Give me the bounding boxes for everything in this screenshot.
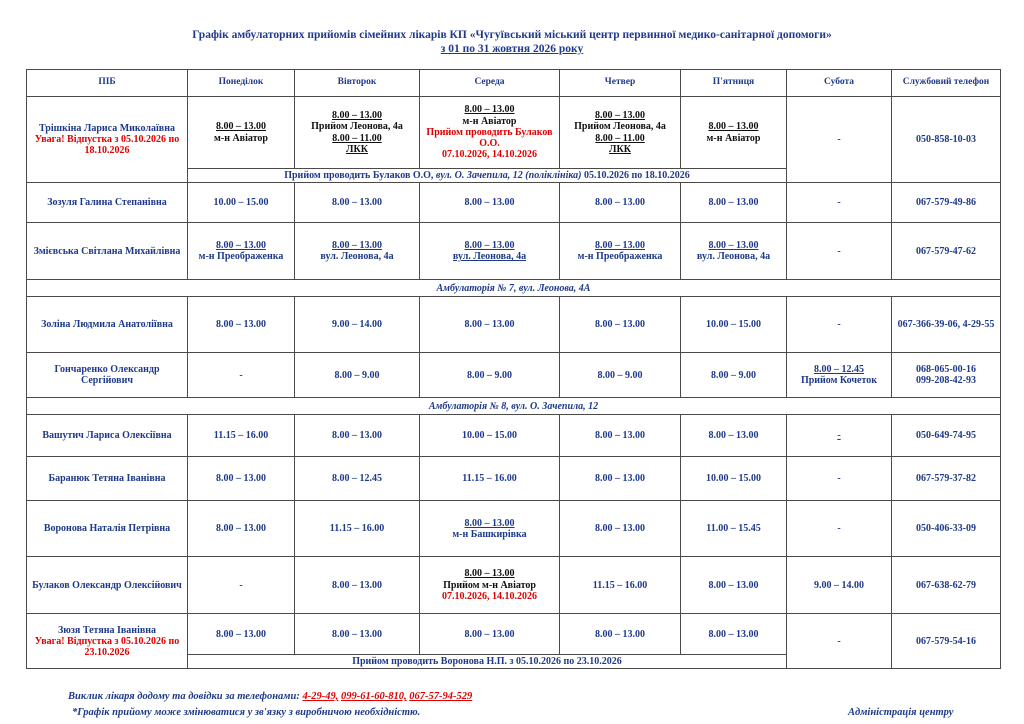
table-row: [27, 297, 1001, 353]
phone-cell: 050-649-74-95: [892, 415, 1001, 457]
sub-dates: 05.10.2026 по 18.10.2026: [584, 170, 690, 181]
table-row: [27, 557, 1001, 614]
place: м-н Преображенка: [198, 251, 284, 263]
schedule-cell: 8.00 – 13.00: [560, 501, 681, 557]
saturday-cell: -: [787, 97, 892, 183]
time: 8.00 – 11.00: [332, 132, 382, 144]
dates: 07.10.2026, 14.10.2026: [442, 590, 537, 602]
schedule-table: [26, 69, 1001, 669]
schedule-cell: 8.00 – 13.00: [560, 457, 681, 501]
doctor-cell: [27, 614, 188, 669]
schedule-cell: 8.00 – 13.00: [295, 415, 420, 457]
schedule-cell: [188, 97, 295, 169]
table-row: [27, 501, 1001, 557]
sub-address: вул. О. Зачепила, 12 (поліклініка): [435, 170, 582, 181]
doctor-name: Баранюк Тетяна Іванівна: [27, 457, 188, 501]
col-header: ПІБ: [27, 70, 188, 97]
place: м-н Авіатор: [706, 132, 761, 144]
substitute-row: Прийом проводить Воронова Н.П. з 05.10.2026 по 23.10.2026: [188, 655, 787, 669]
schedule-cell: 8.00 – 13.00: [188, 457, 295, 501]
footer-call: [68, 690, 472, 703]
schedule-cell: 8.00 – 9.00: [420, 353, 560, 398]
doctor-name: Зюзя Тетяна Іванівна: [57, 624, 157, 636]
header-row: [27, 70, 1001, 97]
schedule-cell: 8.00 – 13.00: [188, 297, 295, 353]
call-label: Виклик лікаря додому та довідки за телефонами:: [68, 691, 300, 702]
phone-link[interactable]: 067-57-94-529: [409, 691, 473, 702]
schedule-cell: 10.00 – 15.00: [681, 457, 787, 501]
saturday-cell: -: [787, 183, 892, 223]
place: вул. Леонова, 4а: [320, 251, 394, 263]
doctor-name: Золіна Людмила Анатоліївна: [27, 297, 188, 353]
saturday-cell: 9.00 – 14.00: [787, 557, 892, 614]
schedule-cell: [295, 97, 420, 169]
time: 8.00 – 13.00: [332, 110, 382, 122]
schedule-cell: 8.00 – 9.00: [681, 353, 787, 398]
schedule-cell: 8.00 – 13.00: [420, 183, 560, 223]
schedule-cell: 11.15 – 16.00: [188, 415, 295, 457]
schedule-cell: [681, 97, 787, 169]
schedule-cell: 10.00 – 15.00: [420, 415, 560, 457]
schedule-cell: 8.00 – 13.00: [295, 183, 420, 223]
schedule-cell: [420, 223, 560, 280]
substitute-row: [188, 169, 787, 183]
place: Прийом Кочеток: [800, 375, 878, 387]
place: м-н Башкирівка: [452, 528, 527, 540]
schedule-cell: 8.00 – 13.00: [295, 614, 420, 655]
footer-note: *Графік прийому може змінюватися у зв'язку з виробничою необхідністю.: [72, 707, 421, 718]
phone-cell: [892, 353, 1001, 398]
schedule-cell: 11.15 – 16.00: [295, 501, 420, 557]
place: м-н Авіатор: [462, 115, 517, 127]
schedule-cell: [420, 97, 560, 169]
saturday-cell: -: [787, 223, 892, 280]
place: м-н Авіатор: [214, 132, 268, 144]
time: 8.00 – 13.00: [708, 240, 759, 251]
phone-cell: 067-638-62-79: [892, 557, 1001, 614]
phone: 099-208-42-93: [916, 375, 976, 387]
page-title: Графік амбулаторних прийомів сімейних лікарів КП «Чугуївський міський центр первинної медико-санітарної допомоги»: [192, 29, 832, 41]
phone-cell: 067-579-47-62: [892, 223, 1001, 280]
saturday-cell: -: [787, 614, 892, 669]
place: ЛКК: [346, 143, 368, 155]
schedule-cell: 10.00 – 15.00: [681, 297, 787, 353]
section-title: Амбулаторія № 7, вул. Леонова, 4А: [27, 280, 1001, 297]
schedule-cell: 8.00 – 9.00: [295, 353, 420, 398]
phone: 068-065-00-16: [916, 364, 976, 375]
col-header: Понеділок: [188, 70, 295, 97]
schedule-cell: 8.00 – 13.00: [420, 614, 560, 655]
schedule-cell: [420, 501, 560, 557]
schedule-cell: 8.00 – 13.00: [420, 297, 560, 353]
table-row: [27, 97, 1001, 169]
table-row: [27, 614, 1001, 655]
time: 8.00 – 13.00: [216, 240, 266, 251]
schedule-cell: 11.15 – 16.00: [420, 457, 560, 501]
vacation-note: Увага! Відпустка з 05.10.2026 по 18.10.2026: [34, 134, 180, 157]
schedule-cell: -: [188, 353, 295, 398]
doctor-name: Булаков Олександр Олексійович: [27, 557, 188, 614]
place: Прийом Леонова, 4а: [311, 121, 403, 133]
table-row: [27, 353, 1001, 398]
doctor-name: Трішкіна Лариса Миколаївна: [39, 122, 175, 134]
schedule-cell: 8.00 – 12.45: [295, 457, 420, 501]
doctor-name: Вашутич Лариса Олексіївна: [27, 415, 188, 457]
col-header: П'ятниця: [681, 70, 787, 97]
phone-cell: 050-858-10-03: [892, 97, 1001, 183]
col-header: Службовий телефон: [892, 70, 1001, 97]
place: Прийом м-н Авіатор: [443, 579, 536, 591]
saturday-cell: -: [787, 415, 892, 457]
time: 8.00 – 13.00: [332, 240, 382, 251]
time: 8.00 – 13.00: [595, 110, 645, 122]
saturday-cell: -: [787, 297, 892, 353]
place: м-н Преображенка: [577, 251, 663, 263]
schedule-cell: 8.00 – 9.00: [560, 353, 681, 398]
schedule-cell: 8.00 – 13.00: [681, 415, 787, 457]
doctor-name: Зозуля Галина Степанівна: [27, 183, 188, 223]
schedule-cell: 8.00 – 13.00: [681, 557, 787, 614]
footer-sign: Адміністрація центру: [848, 707, 954, 718]
period: з 01 по 31 жовтня 2026 року: [440, 43, 584, 55]
schedule-cell: 8.00 – 13.00: [560, 415, 681, 457]
table-row: [27, 223, 1001, 280]
schedule-cell: [560, 97, 681, 169]
phone-cell: 067-579-49-86: [892, 183, 1001, 223]
substitute-note: Прийом проводить Булаков О.О.: [426, 126, 553, 150]
doctor-name: Змієвська Світлана Михайлівна: [27, 223, 188, 280]
saturday-cell: -: [787, 501, 892, 557]
doctor-cell: [27, 97, 188, 183]
phone-link[interactable]: 4-29-49,: [302, 691, 339, 702]
schedule-cell: 8.00 – 13.00: [188, 501, 295, 557]
schedule-cell: 8.00 – 13.00: [681, 183, 787, 223]
section-title: Амбулаторія № 8, вул. О. Зачепила, 12: [27, 398, 1001, 415]
col-header: Субота: [787, 70, 892, 97]
schedule-cell: 10.00 – 15.00: [188, 183, 295, 223]
col-header: Вівторок: [295, 70, 420, 97]
schedule-cell: [420, 557, 560, 614]
col-header: Четвер: [560, 70, 681, 97]
table-row: [27, 415, 1001, 457]
place: вул. Леонова, 4а: [452, 251, 527, 263]
saturday-cell: -: [787, 457, 892, 501]
schedule-cell: 8.00 – 13.00: [188, 614, 295, 655]
time: 8.00 – 13.00: [708, 121, 759, 133]
section-row: [27, 398, 1001, 415]
time: 8.00 – 12.45: [814, 364, 864, 375]
schedule-cell: 8.00 – 13.00: [295, 557, 420, 614]
dates: 07.10.2026, 14.10.2026: [442, 149, 537, 161]
place: ЛКК: [609, 143, 631, 155]
section-row: [27, 280, 1001, 297]
schedule-cell: 11.15 – 16.00: [560, 557, 681, 614]
saturday-cell: [787, 353, 892, 398]
time: 8.00 – 13.00: [216, 121, 266, 133]
doctor-name: Воронова Наталія Петрівна: [27, 501, 188, 557]
time: 8.00 – 13.00: [464, 517, 515, 529]
vacation-note: Увага! Відпустка з 05.10.2026 по 23.10.2026: [34, 635, 180, 658]
schedule-cell: 8.00 – 13.00: [560, 614, 681, 655]
time: 8.00 – 13.00: [464, 104, 515, 116]
schedule-cell: 11.00 – 15.45: [681, 501, 787, 557]
time: 8.00 – 11.00: [595, 132, 645, 144]
place: вул. Леонова, 4а: [696, 251, 771, 263]
time: 8.00 – 13.00: [595, 240, 645, 251]
phone-cell: 067-579-54-16: [892, 614, 1001, 669]
schedule-cell: 8.00 – 13.00: [560, 297, 681, 353]
time: 8.00 – 13.00: [464, 568, 515, 580]
table-row: [27, 457, 1001, 501]
sub-text: Прийом проводить Булаков О.О,: [284, 170, 434, 181]
phone-cell: 067-366-39-06, 4-29-55: [892, 297, 1001, 353]
place: Прийом Леонова, 4а: [574, 121, 666, 133]
table-row: [27, 183, 1001, 223]
doctor-name: Гончаренко Олександр Сергійович: [27, 353, 188, 398]
phone-link[interactable]: 099-61-60-810,: [340, 691, 407, 702]
schedule-cell: 8.00 – 13.00: [681, 614, 787, 655]
phone-cell: 067-579-37-82: [892, 457, 1001, 501]
time: 8.00 – 13.00: [464, 240, 515, 251]
schedule-cell: 8.00 – 13.00: [560, 183, 681, 223]
phone-cell: 050-406-33-09: [892, 501, 1001, 557]
schedule-cell: [188, 223, 295, 280]
schedule-cell: 9.00 – 14.00: [295, 297, 420, 353]
schedule-cell: [295, 223, 420, 280]
schedule-cell: [681, 223, 787, 280]
schedule-cell: -: [188, 557, 295, 614]
col-header: Середа: [420, 70, 560, 97]
schedule-cell: [560, 223, 681, 280]
